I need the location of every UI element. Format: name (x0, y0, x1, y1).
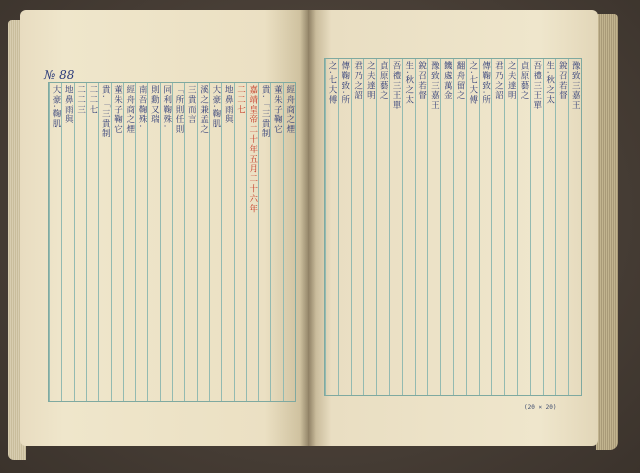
left-column (135, 83, 147, 401)
right-column-text: 銳召若督 (416, 61, 427, 101)
left-column (160, 83, 172, 401)
right-column (440, 59, 453, 395)
book-gutter (300, 10, 316, 446)
left-column (61, 83, 73, 401)
left-column-text: 三貴而言 (186, 85, 197, 125)
left-column-text: 董朱子鞠它 (112, 85, 123, 135)
left-column-text: 「所則任則 (174, 85, 184, 135)
right-column (325, 59, 338, 395)
right-column-text: 翻舟留之 (455, 61, 465, 101)
left-column (234, 83, 246, 401)
right-column (376, 59, 389, 395)
right-column-text: 饑處萬金 (442, 61, 453, 101)
right-column-text: 吾禮三王單 (391, 61, 401, 111)
left-column (49, 83, 61, 401)
left-column (123, 83, 135, 401)
right-manuscript-grid (324, 58, 582, 396)
left-column-text: 二二七 (235, 85, 246, 115)
right-column (427, 59, 440, 395)
right-column (530, 59, 543, 395)
left-column (283, 83, 295, 401)
left-column-text: 大豪.鞠肌 (51, 85, 61, 129)
right-column (389, 59, 402, 395)
right-column (415, 59, 428, 395)
left-column-text: 地鼻雨與 (63, 85, 74, 125)
right-column (351, 59, 364, 395)
right-column (491, 59, 504, 395)
right-column (555, 59, 568, 395)
right-column-text: 君乃之詔 (493, 61, 504, 101)
left-column-text: 經舟商之煙 (284, 85, 295, 135)
right-column-text: 貞原藝之 (519, 61, 529, 101)
left-manuscript-grid (48, 82, 296, 402)
left-column-text: 二二七 (87, 85, 98, 115)
left-column-text: 地鼻雨與 (223, 85, 234, 125)
left-column-text: 董朱子鞠它 (272, 85, 283, 135)
left-column (147, 83, 159, 401)
left-column (98, 83, 110, 401)
right-column (363, 59, 376, 395)
left-column-text: 大豪.鞠肌 (210, 85, 221, 129)
right-column-text: 豫致三嘉王 (570, 61, 581, 111)
right-column-text: 之夫達明 (365, 61, 376, 101)
right-column-text: 傳鞠致.所 (480, 61, 491, 105)
left-column (221, 83, 233, 401)
grid-size-label: (20 × 20) (524, 404, 557, 411)
right-column (479, 59, 492, 395)
right-column (543, 59, 556, 395)
right-column (338, 59, 351, 395)
right-column-text: 之夫達明 (506, 61, 517, 101)
left-column (209, 83, 221, 401)
right-column-text: 銳召若督 (557, 61, 568, 101)
right-column-text: 君乃之詔 (352, 61, 363, 101)
right-column (517, 59, 530, 395)
left-column-text: 嘉靖皇帝二十年五月二十六年 (247, 85, 258, 214)
left-column-text: 貴.「三貴制 (260, 85, 271, 139)
right-column-text: 貞原藝之 (378, 61, 389, 101)
left-column-text: 同利鞠殊. (161, 85, 172, 129)
book-right-edge (596, 14, 618, 450)
right-column-text: 生.秋之太 (544, 61, 555, 105)
left-column-text: 經舟商之煙 (124, 85, 135, 135)
left-column (270, 83, 282, 401)
right-column (568, 59, 581, 395)
right-column-text: 豫致三嘉王 (429, 61, 440, 111)
right-column-text: 之.七大傅 (327, 61, 337, 105)
page-number: № 88 (44, 68, 75, 82)
right-column (466, 59, 479, 395)
left-column (258, 83, 270, 401)
left-column (246, 83, 258, 401)
left-column-text: 則勳又瑞 (149, 85, 160, 125)
left-column-text: 貴.「三貴制 (100, 85, 111, 139)
left-column (172, 83, 184, 401)
left-column-text: 南吾鞠殊. (137, 85, 148, 129)
left-column (86, 83, 98, 401)
left-column-text: 二二三 (75, 85, 86, 115)
left-column (74, 83, 86, 401)
left-column (197, 83, 209, 401)
right-column (453, 59, 466, 395)
left-column (184, 83, 196, 401)
right-column (504, 59, 517, 395)
right-column (402, 59, 415, 395)
left-column-text: 溪之兼孟之 (198, 85, 209, 135)
right-column-text: 之.七大傅 (467, 61, 478, 105)
right-column-text: 傳鞠致.所 (339, 61, 350, 105)
left-column (111, 83, 123, 401)
right-column-text: 生.秋之太 (403, 61, 414, 105)
right-column-text: 吾禮三王單 (531, 61, 542, 111)
